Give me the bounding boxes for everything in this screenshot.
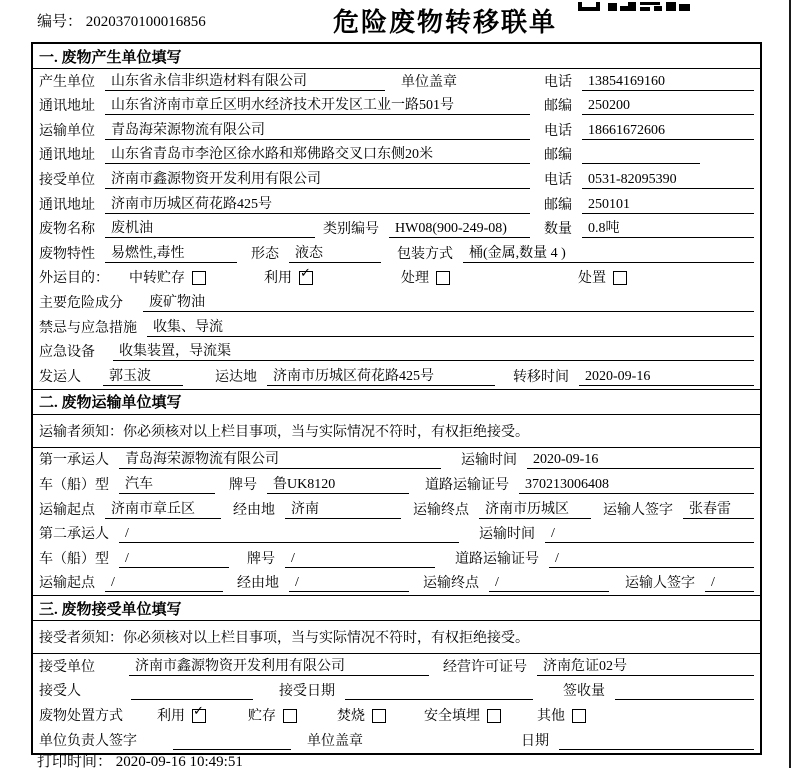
transport-time2-value: / (545, 526, 754, 543)
road-permit-label: 道路运输证号 (425, 477, 509, 493)
row-transport-route2 (33, 571, 760, 596)
transport-zip-label: 邮编 (544, 148, 572, 164)
generator-address-value: 山东省济南市章丘区明水经济技术开发区工业一路501号 (105, 94, 530, 115)
vehicle-type-label: 车（船）型 (39, 477, 109, 493)
waste-code-value: HW08(900-249-08) (389, 221, 530, 238)
row-accept-unit (33, 654, 760, 679)
accept-date-label: 接受日期 (279, 684, 335, 700)
dispatcher-label: 发运人 (39, 369, 81, 385)
first-carrier-label: 第一承运人 (39, 453, 109, 469)
second-carrier-label: 第二承运人 (39, 527, 109, 543)
plate-number2-label: 牌号 (247, 551, 275, 567)
checkbox-checked-icon (192, 704, 206, 723)
second-carrier-value: / (119, 526, 459, 543)
transfer-time-value: 2020-09-16 (579, 369, 754, 386)
transport-address-value: 山东省青岛市李沧区徐水路和郑佛路交叉口东侧20米 (105, 143, 530, 164)
transport-unit-value: 青岛海荣源物流有限公司 (105, 119, 530, 140)
emergency-measures-value: 收集、导流 (147, 316, 754, 337)
unit-seal-label: 单位盖章 (401, 74, 457, 90)
row-receiver-address (33, 192, 760, 217)
waste-code-label: 类别编号 (323, 222, 379, 238)
checkbox-unchecked-icon (572, 709, 586, 723)
receiver-address-label: 通讯地址 (39, 197, 95, 213)
disposal-option-other-label: 其他 (537, 709, 565, 725)
waste-name-label: 废物名称 (39, 222, 95, 238)
receiver-address-value: 济南市历城区荷花路425号 (105, 193, 530, 214)
waste-property-label: 废物特性 (39, 246, 95, 262)
responsible-signature-label: 单位负责人签字 (39, 733, 137, 749)
disposal-method-label: 废物处置方式 (39, 709, 123, 725)
row-accept-person (33, 679, 760, 704)
carrier2-signature-value: / (705, 575, 754, 592)
section-transporter (33, 389, 760, 596)
row-transport-address (33, 143, 760, 168)
transport-time-label: 运输时间 (461, 453, 517, 469)
transport-address-label: 通讯地址 (39, 148, 95, 164)
destination-label: 运达地 (215, 369, 257, 385)
check-mark: ✓ (300, 266, 311, 282)
transport-time-value: 2020-09-16 (527, 452, 754, 469)
serial-value: 2020370100016856 (85, 14, 206, 30)
row-second-carrier (33, 522, 760, 547)
waste-qty-value: 0.8吨 (582, 217, 754, 238)
row-transport-unit (33, 118, 760, 143)
vehicle-type-value: 汽车 (119, 473, 215, 494)
checkbox-unchecked-icon (613, 271, 627, 285)
emergency-equipment-value: 收集装置，导流渠 (113, 340, 754, 361)
row-waste-name (33, 217, 760, 242)
accept-person-label: 接受人 (39, 684, 81, 700)
row-emergency-equipment (33, 340, 760, 365)
row-disposal-method (33, 703, 760, 728)
waste-form-value: 液态 (289, 242, 381, 263)
check-mark: ✓ (193, 704, 204, 720)
purpose-option-storage-label: 中转贮存 (129, 271, 185, 287)
generator-unit-label: 产生单位 (39, 74, 95, 90)
plate-number2-value: / (285, 551, 435, 568)
route-origin-value: 济南市章丘区 (105, 498, 221, 519)
receiver-zip-label: 邮编 (544, 197, 572, 213)
route2-end-label: 运输终点 (423, 576, 479, 592)
transfer-time-label: 转移时间 (513, 369, 569, 385)
page-edge-line (789, 0, 791, 768)
signed-quantity-label: 签收量 (563, 684, 605, 700)
row-generator-unit (33, 69, 760, 94)
accept-person-value (131, 699, 253, 700)
print-time-value: 2020-09-16 10:49:51 (115, 754, 243, 768)
receiver-notice: 接受者须知：你必须核对以上栏目事项，当与实际情况不符时，有权拒绝接受。 (33, 621, 760, 654)
transport-time2-label: 运输时间 (479, 527, 535, 543)
receiver-phone-value: 0531-82095390 (582, 172, 754, 189)
section-receiver (33, 595, 760, 752)
receiver-unit-label: 接受单位 (39, 172, 95, 188)
receiver-zip-value: 250101 (582, 197, 754, 214)
accept-date-value (345, 699, 533, 700)
section-receiver-title: 三. 废物接受单位填写 (33, 596, 760, 621)
road-permit2-value: / (549, 551, 754, 568)
qr-code-fragment (578, 0, 690, 16)
checkbox-unchecked-icon (283, 709, 297, 723)
route-end-value: 济南市历城区 (479, 498, 591, 519)
serial-label: 编号： (37, 14, 83, 30)
section-producer-title: 一. 废物产生单位填写 (33, 44, 760, 69)
seal-date-label: 日期 (521, 733, 549, 749)
transport-phone-label: 电话 (544, 123, 572, 139)
waste-name-value: 废机油 (105, 217, 315, 238)
disposal-option-store-label: 贮存 (248, 709, 276, 725)
print-time-line (37, 750, 243, 768)
route-end-label: 运输终点 (413, 502, 469, 518)
carrier-signature-value: 张春雷 (683, 498, 754, 519)
row-dispatcher (33, 364, 760, 389)
generator-zip-value: 250200 (582, 98, 754, 115)
road-permit-value: 370213006408 (519, 477, 754, 494)
section-transporter-title: 二. 废物运输单位填写 (33, 390, 760, 415)
route-via-value: 济南 (285, 498, 401, 519)
emergency-equipment-label: 应急设备 (39, 345, 95, 361)
packing-value: 桶(金属,数量 4 ) (463, 242, 754, 263)
disposal-option-landfill-label: 安全填埋 (424, 709, 480, 725)
waste-property-value: 易燃性,毒性 (105, 242, 237, 263)
carrier-signature-label: 运输人签字 (603, 502, 673, 518)
row-first-carrier (33, 448, 760, 473)
generator-address-label: 通讯地址 (39, 99, 95, 115)
disposal-option-utilize-label: 利用 (157, 709, 185, 725)
first-carrier-value: 青岛海荣源物流有限公司 (119, 448, 441, 469)
hazard-component-value: 废矿物油 (143, 291, 754, 312)
accept-unit-value: 济南市鑫源物资开发利用有限公司 (129, 655, 429, 676)
serial-number-line (37, 10, 206, 31)
route2-via-value: / (289, 575, 409, 592)
checkbox-unchecked-icon (192, 271, 206, 285)
row-vehicle-type (33, 472, 760, 497)
row-responsible-signature (33, 728, 760, 753)
print-time-label: 打印时间： (37, 754, 113, 768)
accept-unit-label: 接受单位 (39, 659, 95, 675)
section-producer (33, 44, 760, 389)
route2-origin-value: / (105, 575, 223, 592)
waste-form-label: 形态 (251, 246, 279, 262)
row-transfer-purpose (33, 266, 760, 291)
vehicle-type2-label: 车（船）型 (39, 551, 109, 567)
emergency-measures-label: 禁忌与应急措施 (39, 320, 137, 336)
generator-unit-value: 山东省永信非织造材料有限公司 (105, 70, 385, 91)
transport-zip-value (582, 163, 700, 164)
receiver-seal-label: 单位盖章 (307, 733, 363, 749)
signed-quantity-value (615, 699, 754, 700)
license-number-label: 经营许可证号 (443, 659, 527, 675)
plate-number-label: 牌号 (229, 477, 257, 493)
road-permit2-label: 道路运输证号 (455, 551, 539, 567)
row-hazard-component (33, 290, 760, 315)
receiver-phone-label: 电话 (544, 172, 572, 188)
row-generator-address (33, 94, 760, 119)
generator-phone-label: 电话 (544, 74, 572, 90)
receiver-unit-value: 济南市鑫源物资开发利用有限公司 (105, 168, 530, 189)
checkbox-unchecked-icon (487, 709, 501, 723)
row-waste-property (33, 241, 760, 266)
route2-end-value: / (489, 575, 609, 592)
dispatcher-value: 郭玉波 (103, 365, 183, 386)
carrier2-signature-label: 运输人签字 (625, 576, 695, 592)
license-number-value: 济南危证02号 (537, 655, 754, 676)
route2-origin-label: 运输起点 (39, 576, 95, 592)
purpose-option-utilize-label: 利用 (264, 271, 292, 287)
plate-number-value: 鲁UK8120 (267, 473, 409, 494)
purpose-option-treat-label: 处理 (401, 271, 429, 287)
route-origin-label: 运输起点 (39, 502, 95, 518)
transport-unit-label: 运输单位 (39, 123, 95, 139)
vehicle-type2-value: / (119, 551, 229, 568)
row-emergency-measures (33, 315, 760, 340)
seal-date-value (559, 749, 754, 750)
packing-label: 包装方式 (397, 246, 453, 262)
generator-zip-label: 邮编 (544, 99, 572, 115)
document-title: 危险废物转移联单 (333, 8, 558, 37)
destination-value: 济南市历城区荷花路425号 (267, 365, 495, 386)
checkbox-unchecked-icon (372, 709, 386, 723)
waste-qty-label: 数量 (544, 222, 572, 238)
row-transport-route (33, 497, 760, 522)
hazard-component-label: 主要危险成分 (39, 295, 123, 311)
transport-phone-value: 18661672606 (582, 123, 754, 140)
row-vehicle-type2 (33, 546, 760, 571)
transporter-notice: 运输者须知：你必须核对以上栏目事项，当与实际情况不符时，有权拒绝接受。 (33, 415, 760, 448)
row-receiver-unit (33, 167, 760, 192)
generator-phone-value: 13854169160 (582, 74, 754, 91)
disposal-option-incinerate-label: 焚烧 (337, 709, 365, 725)
route-via-label: 经由地 (233, 502, 275, 518)
transfer-purpose-label: 外运目的： (39, 271, 109, 287)
manifest-form-table (31, 42, 762, 755)
checkbox-checked-icon (299, 266, 313, 285)
route2-via-label: 经由地 (237, 576, 279, 592)
purpose-option-dispose-label: 处置 (578, 271, 606, 287)
checkbox-unchecked-icon (436, 271, 450, 285)
